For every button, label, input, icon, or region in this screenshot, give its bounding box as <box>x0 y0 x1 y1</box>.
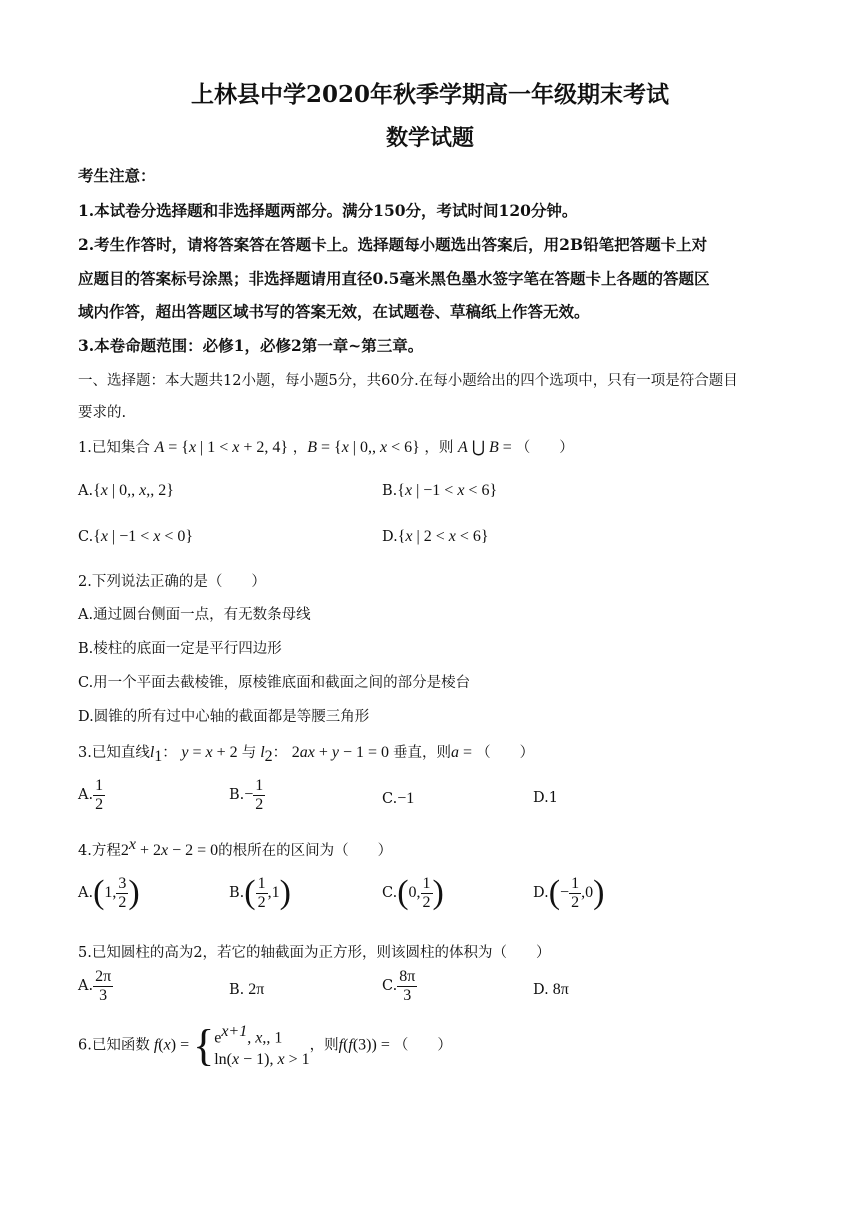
q1-end: （ ） <box>515 440 574 456</box>
q5-option-b: B. 2π <box>229 981 265 998</box>
q1-union-math: A <box>458 439 468 456</box>
q1-option-a: A.{x | 0,, x,, 2} <box>78 482 174 499</box>
q3-option-a: A. $\frac{1}{2}$ <box>78 777 104 813</box>
q2-option-a: A.通过圆台侧面一点，有无数条母线 <box>78 607 311 623</box>
notice-item-3: 3.本卷命题范围：必修1，必修2第一章~第三章。 <box>78 336 424 355</box>
q2-option-d: D.圆锥的所有过中心轴的截面都是等腰三角形 <box>78 709 370 725</box>
notice-item-2-line-2: 应题目的答案标号涂黑；非选择题请用直径0.5毫米黑色墨水签字笔在答题卡上各题的答题区 <box>78 269 710 288</box>
exam-subtitle: 数学试题 <box>385 125 474 151</box>
q1-option-b: B.{x | −1 < x < 6} <box>382 482 498 499</box>
q1-option-c: C.{x | −1 < x < 0} <box>78 528 194 545</box>
q1-option-d: D.{x | 2 < x < 6} <box>382 528 489 545</box>
question-2-stem: 2.下列说法正确的是（ ） <box>78 574 266 590</box>
q1-set-a-math: A <box>154 439 165 456</box>
notice-item-2-line-1: 2.考生作答时，请将答案答在答题卡上。选择题每小题选出答案后，用2B铅笔把答题卡上对 <box>78 235 708 254</box>
notice-item-1: 1.本试卷分选择题和非选择题两部分。满分150分，考试时间120分钟。 <box>78 201 578 220</box>
question-5-stem: 5.已知圆柱的高为2，若它的轴截面为正方形，则该圆柱的体积为（ ） <box>78 945 551 961</box>
q4-option-d: D.(− $\frac{1}{2}$ ,0) <box>533 874 605 911</box>
question-3-stem: 3.已知直线$l_1$： y = x + 2 与 $l_2$： 2ax + y − 1 = 0 垂直，则a = （ ） <box>78 744 535 765</box>
question-1-stem: 1.已知集合 A = {x | 1 < x + 2, 4} ，B = {x | 0,, x < 6} ，则 A ⋃ B = （ ） <box>78 439 574 456</box>
section-intro-line-2: 要求的. <box>78 405 127 421</box>
question-4-stem: 4.方程$2^x + 2x - 2 = 0$的根所在的区间为（ ） <box>78 836 393 859</box>
notice-heading: 考生注意： <box>78 166 156 185</box>
q3-option-b: B.− $\frac{1}{2}$ <box>229 777 264 813</box>
q2-option-b: B.棱柱的底面一定是平行四边形 <box>78 641 282 657</box>
q4-option-a: A.(1, $\frac{3}{2}$ ) <box>78 874 140 911</box>
q4-option-b: B.( $\frac{1}{2}$ ,1) <box>229 874 291 911</box>
q3-option-d: D.1 <box>533 790 558 806</box>
section-intro-line-1: 一、选择题：本大题共12小题，每小题5分，共60分.在每小题给出的四个选项中，只有一项是符合题目 <box>78 373 738 389</box>
q1-prefix: 1.已知集合 <box>78 440 150 456</box>
q5-option-c: C. $\frac{8\pi}{3}$ <box>382 968 416 1004</box>
q1-set-b-math: B <box>307 439 317 456</box>
q2-option-c: C.用一个平面去截棱锥，原棱锥底面和截面之间的部分是棱台 <box>78 675 471 691</box>
notice-item-2-line-3: 域内作答，超出答题区域书写的答案无效，在试题卷、草稿纸上作答无效。 <box>78 302 590 321</box>
q5-option-d: D. 8π <box>533 981 569 998</box>
exam-title: 上林县中学2020年秋季学期高一年级期末考试 <box>190 81 669 108</box>
q4-option-c: C.(0, $\frac{1}{2}$ ) <box>382 874 444 911</box>
q5-option-a: A. $\frac{2\pi}{3}$ <box>78 968 112 1004</box>
q3-option-c: C.−1 <box>382 790 415 807</box>
question-6-stem: 6.已知函数 f(x) = { $e^{x+1}$, x,, 1 ln(x − 1), x > 1 ，则f(f(3)) = （ ） <box>78 1021 452 1070</box>
